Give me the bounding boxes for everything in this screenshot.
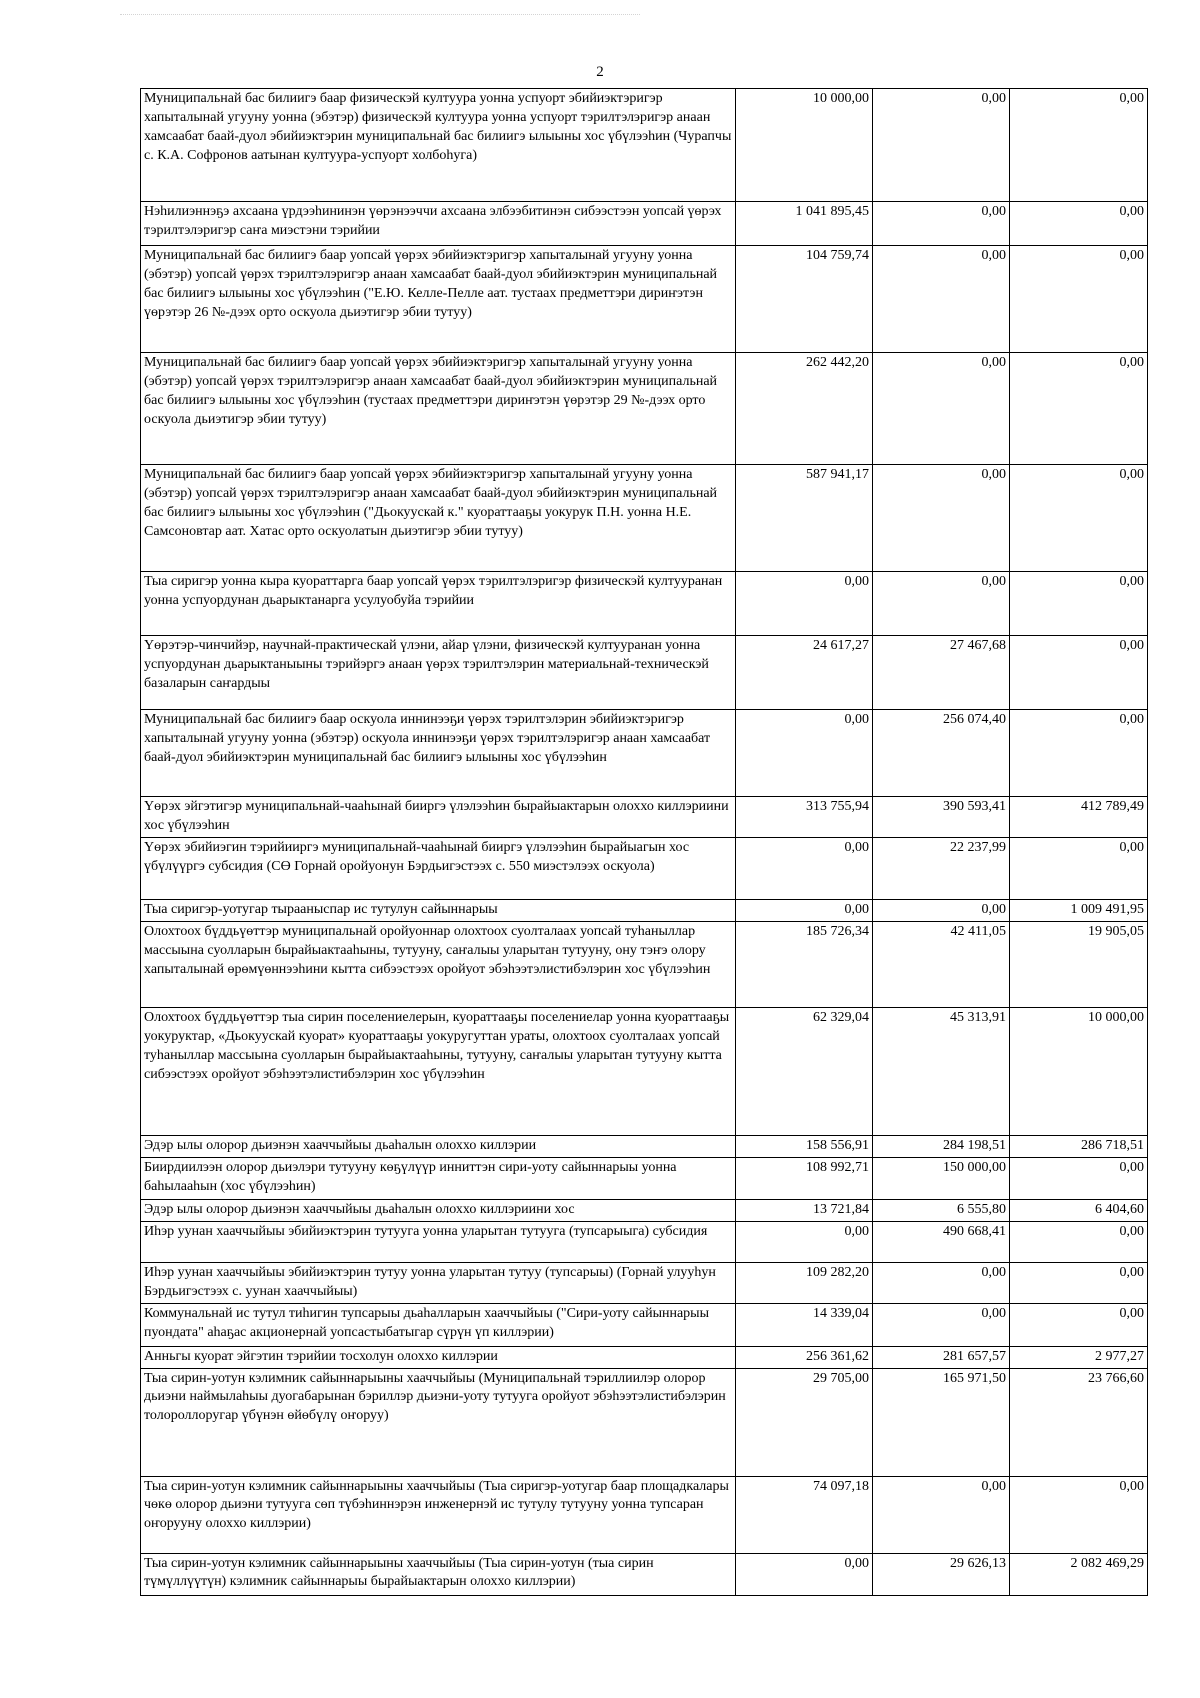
row-description: Биирдиилээн олорор дьиэлэри тутууну көҕүлүүр инниттэн сири-уоту сайыннарыы уонна баһылааһын (хос үбүлээһин) (141, 1157, 736, 1199)
table-row (141, 572, 1148, 636)
row-description: Тыа сиригэр-уотугар тырааныспар ис тутулун сайыннарыы (141, 900, 736, 922)
value-col-2: 390 593,41 (873, 797, 1010, 838)
row-description: Олохтоох бүддьүөттэр муниципальнай оройуоннар олохтоох суолталаах уопсай туһаныллар массыына суолларын бырайыактааһыны, тутууну, саҥалыы уларытан тутууну, ону тэҥэ олору хапыталынай өрөмүөннээһини кытта сибээстээх оройуот эбэһээтэлистибэлэрин хос үбүлээһин (141, 921, 736, 1007)
row-description: Муниципальнай бас билиигэ баар уопсай үөрэх эбийиэктэригэр хапыталынай угууну уонна (эбэтэр) уопсай үөрэх тэрилтэлэригэр анаан хамсаабат баай-дуол эбийиэктэрин муниципальнай бас билиигэ ылыыны хос үбүлээһин ("Е.Ю. Келле-Пелле аат. тустаах предметтэри дириҥэтэн үөрэтэр 26 №-дээх орто оскуола дьиэтигэр эбии тутуу) (141, 246, 736, 353)
table-row (141, 1346, 1148, 1368)
value-col-3: 0,00 (1010, 710, 1148, 797)
value-col-1: 0,00 (736, 900, 873, 922)
table-row (141, 353, 1148, 465)
value-col-1: 313 755,94 (736, 797, 873, 838)
value-col-1: 0,00 (736, 838, 873, 900)
value-col-2: 0,00 (873, 572, 1010, 636)
row-description: Эдэр ылы олорор дьиэнэн хааччыйыы дьаһалын олоххо киллэрии (141, 1135, 736, 1157)
value-col-1: 0,00 (736, 572, 873, 636)
table-row (141, 1135, 1148, 1157)
value-col-2: 281 657,57 (873, 1346, 1010, 1368)
row-description: Иһэр уунан хааччыйыы эбийиэктэрин тутууга уонна уларытан тутууга (тупсарыыга) субсидия (141, 1221, 736, 1262)
table-row (141, 1368, 1148, 1476)
value-col-2: 0,00 (873, 89, 1010, 202)
value-col-3: 0,00 (1010, 202, 1148, 246)
value-col-3: 0,00 (1010, 89, 1148, 202)
value-col-1: 0,00 (736, 1221, 873, 1262)
value-col-3: 286 718,51 (1010, 1135, 1148, 1157)
value-col-3: 2 082 469,29 (1010, 1553, 1148, 1595)
value-col-2: 0,00 (873, 353, 1010, 465)
row-description: Муниципальнай бас билиигэ баар оскуола иннинээҕи үөрэх тэрилтэлэрин эбийиэктэригэр хапыталынай угууну уонна (эбэтэр) оскуола иннинээҕи үөрэх тэрилтэлэригэр анаан хамсаабат баай-дуол эбийиэктэрин муниципальнай бас билиигэ ылыыны хос үбүлээһин (141, 710, 736, 797)
value-col-1: 13 721,84 (736, 1199, 873, 1221)
table-row (141, 838, 1148, 900)
row-description: Муниципальнай бас билиигэ баар уопсай үөрэх эбийиэктэригэр хапыталынай угууну уонна (эбэтэр) уопсай үөрэх тэрилтэлэригэр анаан хамсаабат баай-дуол эбийиэктэрин муниципальнай бас билиигэ ылыыны хос үбүлээһин ("Дьокуускай к." куораттааҕы уокурук П.Н. уонна Н.Е. Самсоновтар аат. Хатас орто оскуолатын дьиэтигэр эбии тутуу) (141, 465, 736, 572)
table-row (141, 89, 1148, 202)
row-description: Тыа сирин-уотун кэлимник сайыннарыыны хааччыйыы (Тыа сирин-уотун (тыа сирин түмүллүүтүн) кэлимник сайыннарыы бырайыактарын олоххо киллэрии) (141, 1553, 736, 1595)
value-col-2: 27 467,68 (873, 636, 1010, 710)
scan-artifact-dots (120, 14, 640, 21)
value-col-2: 6 555,80 (873, 1199, 1010, 1221)
value-col-1: 1 041 895,45 (736, 202, 873, 246)
value-col-3: 1 009 491,95 (1010, 900, 1148, 922)
value-col-1: 10 000,00 (736, 89, 873, 202)
table-row (141, 465, 1148, 572)
value-col-2: 42 411,05 (873, 921, 1010, 1007)
value-col-1: 108 992,71 (736, 1157, 873, 1199)
table-row (141, 1007, 1148, 1135)
table-row (141, 1157, 1148, 1199)
row-description: Тыа сирин-уотун кэлимник сайыннарыыны хааччыйыы (Муниципальнай тэриллиилэр олорор дьиэни наймылаһыы дуогабарынан бэриллэр дьиэни-уоту тутууга оройуот эбэһээтэлистибэлэрин толороллоругар үбүнэн өйөбүлү оҥоруу) (141, 1368, 736, 1476)
table-row (141, 921, 1148, 1007)
table-row (141, 1221, 1148, 1262)
table-row (141, 797, 1148, 838)
row-description: Эдэр ылы олорор дьиэнэн хааччыйыы дьаһалын олоххо киллэриини хос (141, 1199, 736, 1221)
value-col-2: 0,00 (873, 1303, 1010, 1346)
value-col-3: 0,00 (1010, 246, 1148, 353)
value-col-3: 0,00 (1010, 465, 1148, 572)
row-description: Муниципальнай бас билиигэ баар уопсай үөрэх эбийиэктэригэр хапыталынай угууну уонна (эбэтэр) уопсай үөрэх тэрилтэлэригэр анаан хамсаабат баай-дуол эбийиэктэрин муниципальнай бас билиигэ ылыыны хос үбүлээһин (тустаах предметтэри дириҥэтэн үөрэтэр 29 №-дээх орто оскуола дьиэтигэр эбии тутуу) (141, 353, 736, 465)
value-col-2: 0,00 (873, 246, 1010, 353)
table-row (141, 1199, 1148, 1221)
row-description: Нэһилиэннэҕэ ахсаана үрдээһининэн үөрэнээччи ахсаана элбээбитинэн сибээстээн уопсай үөрэх тэрилтэлэригэр саҥа миэстэни тэрийии (141, 202, 736, 246)
value-col-3: 0,00 (1010, 1476, 1148, 1553)
value-col-3: 23 766,60 (1010, 1368, 1148, 1476)
value-col-1: 24 617,27 (736, 636, 873, 710)
value-col-1: 29 705,00 (736, 1368, 873, 1476)
value-col-2: 45 313,91 (873, 1007, 1010, 1135)
table-row (141, 900, 1148, 922)
row-description: Үөрэх эйгэтигэр муниципальнай-чааһынай бииргэ үлэлээһин бырайыактарын олоххо киллэриини хос үбүлээһин (141, 797, 736, 838)
value-col-2: 22 237,99 (873, 838, 1010, 900)
row-description: Коммунальнай ис тутул тиһигин тупсарыы дьаһалларын хааччыйыы ("Сири-уоту сайыннарыы пуондата" аһаҕас акционернай уопсастыбатыгар сүрүн үп киллэрии) (141, 1303, 736, 1346)
value-col-2: 0,00 (873, 1262, 1010, 1303)
value-col-2: 0,00 (873, 1476, 1010, 1553)
value-col-2: 490 668,41 (873, 1221, 1010, 1262)
value-col-3: 0,00 (1010, 1262, 1148, 1303)
value-col-1: 104 759,74 (736, 246, 873, 353)
table-row (141, 710, 1148, 797)
value-col-3: 10 000,00 (1010, 1007, 1148, 1135)
value-col-1: 185 726,34 (736, 921, 873, 1007)
value-col-2: 0,00 (873, 900, 1010, 922)
value-col-3: 19 905,05 (1010, 921, 1148, 1007)
value-col-2: 284 198,51 (873, 1135, 1010, 1157)
row-description: Муниципальнай бас билиигэ баар физическэй култуура уонна успуорт эбийиэктэригэр хапыталынай угууну уонна (эбэтэр) физическэй култуура уонна успуорт тэрилтэлэригэр анаан хамсаабат баай-дуол эбийиэктэрин муниципальнай бас билиигэ ылыыны хос үбүлээһин (Чурапчы с. К.А. Софронов аатынан култуура-успуорт холбоһуга) (141, 89, 736, 202)
value-col-1: 14 339,04 (736, 1303, 873, 1346)
row-description: Иһэр уунан хааччыйыы эбийиэктэрин тутуу уонна уларытан тутуу (тупсарыы) (Горнай улууһун Бэрдьигэстээх с. уунан хааччыйыы) (141, 1262, 736, 1303)
value-col-2: 150 000,00 (873, 1157, 1010, 1199)
table-row (141, 636, 1148, 710)
value-col-3: 0,00 (1010, 353, 1148, 465)
table-row (141, 1262, 1148, 1303)
value-col-3: 0,00 (1010, 636, 1148, 710)
row-description: Тыа сирин-уотун кэлимник сайыннарыыны хааччыйыы (Тыа сиригэр-уотугар баар площадкалары чөкө олорор дьиэни тутууга сөп түбэһиннэрэн инженернэй ис тутулу тутууну уонна тупсаран оҥорууну олоххо киллэрии) (141, 1476, 736, 1553)
value-col-1: 0,00 (736, 1553, 873, 1595)
row-description: Үөрэтэр-чинчийэр, научнай-практическай үлэни, айар үлэни, физическэй култууранан уонна успуордунан дьарыктаныыны тэрийэргэ анаан үөрэх тэрилтэлэрин материальнай-техническэй базаларын саҥардыы (141, 636, 736, 710)
value-col-1: 262 442,20 (736, 353, 873, 465)
row-description: Олохтоох бүддьүөттэр тыа сирин поселениелерын, куораттааҕы поселениелар уонна куораттааҕы уокуруктар, «Дьокуускай куорат» куораттааҕы уокуругуттан ураты, олохтоох суолталаах уопсай туһаныллар массыына суолларын бырайыактааһыны, тутууну, саҥалыы уларытан тутууну кытта сибээстээх оройуот эбэһээтэлистибэлэрин хос үбүлээһин (141, 1007, 736, 1135)
value-col-3: 0,00 (1010, 1221, 1148, 1262)
value-col-1: 0,00 (736, 710, 873, 797)
value-col-1: 158 556,91 (736, 1135, 873, 1157)
value-col-1: 74 097,18 (736, 1476, 873, 1553)
table-row (141, 202, 1148, 246)
value-col-3: 0,00 (1010, 572, 1148, 636)
table-row (141, 1476, 1148, 1553)
value-col-2: 0,00 (873, 465, 1010, 572)
value-col-3: 6 404,60 (1010, 1199, 1148, 1221)
value-col-2: 0,00 (873, 202, 1010, 246)
value-col-1: 256 361,62 (736, 1346, 873, 1368)
value-col-3: 0,00 (1010, 1157, 1148, 1199)
table-row (141, 1303, 1148, 1346)
value-col-3: 2 977,27 (1010, 1346, 1148, 1368)
value-col-1: 587 941,17 (736, 465, 873, 572)
table-row (141, 1553, 1148, 1595)
value-col-1: 109 282,20 (736, 1262, 873, 1303)
value-col-3: 0,00 (1010, 838, 1148, 900)
value-col-2: 256 074,40 (873, 710, 1010, 797)
value-col-3: 412 789,49 (1010, 797, 1148, 838)
table-row (141, 246, 1148, 353)
value-col-1: 62 329,04 (736, 1007, 873, 1135)
value-col-2: 29 626,13 (873, 1553, 1010, 1595)
page-number: 2 (596, 64, 604, 80)
row-description: Тыа сиригэр уонна кыра куораттарга баар уопсай үөрэх тэрилтэлэригэр физическэй култууранан уонна успуордунан дьарыктанарга усулуобуйа тэрийии (141, 572, 736, 636)
value-col-3: 0,00 (1010, 1303, 1148, 1346)
value-col-2: 165 971,50 (873, 1368, 1010, 1476)
row-description: Анньгы куорат эйгэтин тэрийии тосхолун олоххо киллэрии (141, 1346, 736, 1368)
budget-table (140, 88, 1148, 1596)
row-description: Үөрэх эбийиэгин тэрийииргэ муниципальнай-чааһынай бииргэ үлэлээһин бырайыагын хос үбүлүүргэ субсидия (СӨ Горнай оройуонун Бэрдьигэстээх с. 550 миэстэлээх оскуола) (141, 838, 736, 900)
